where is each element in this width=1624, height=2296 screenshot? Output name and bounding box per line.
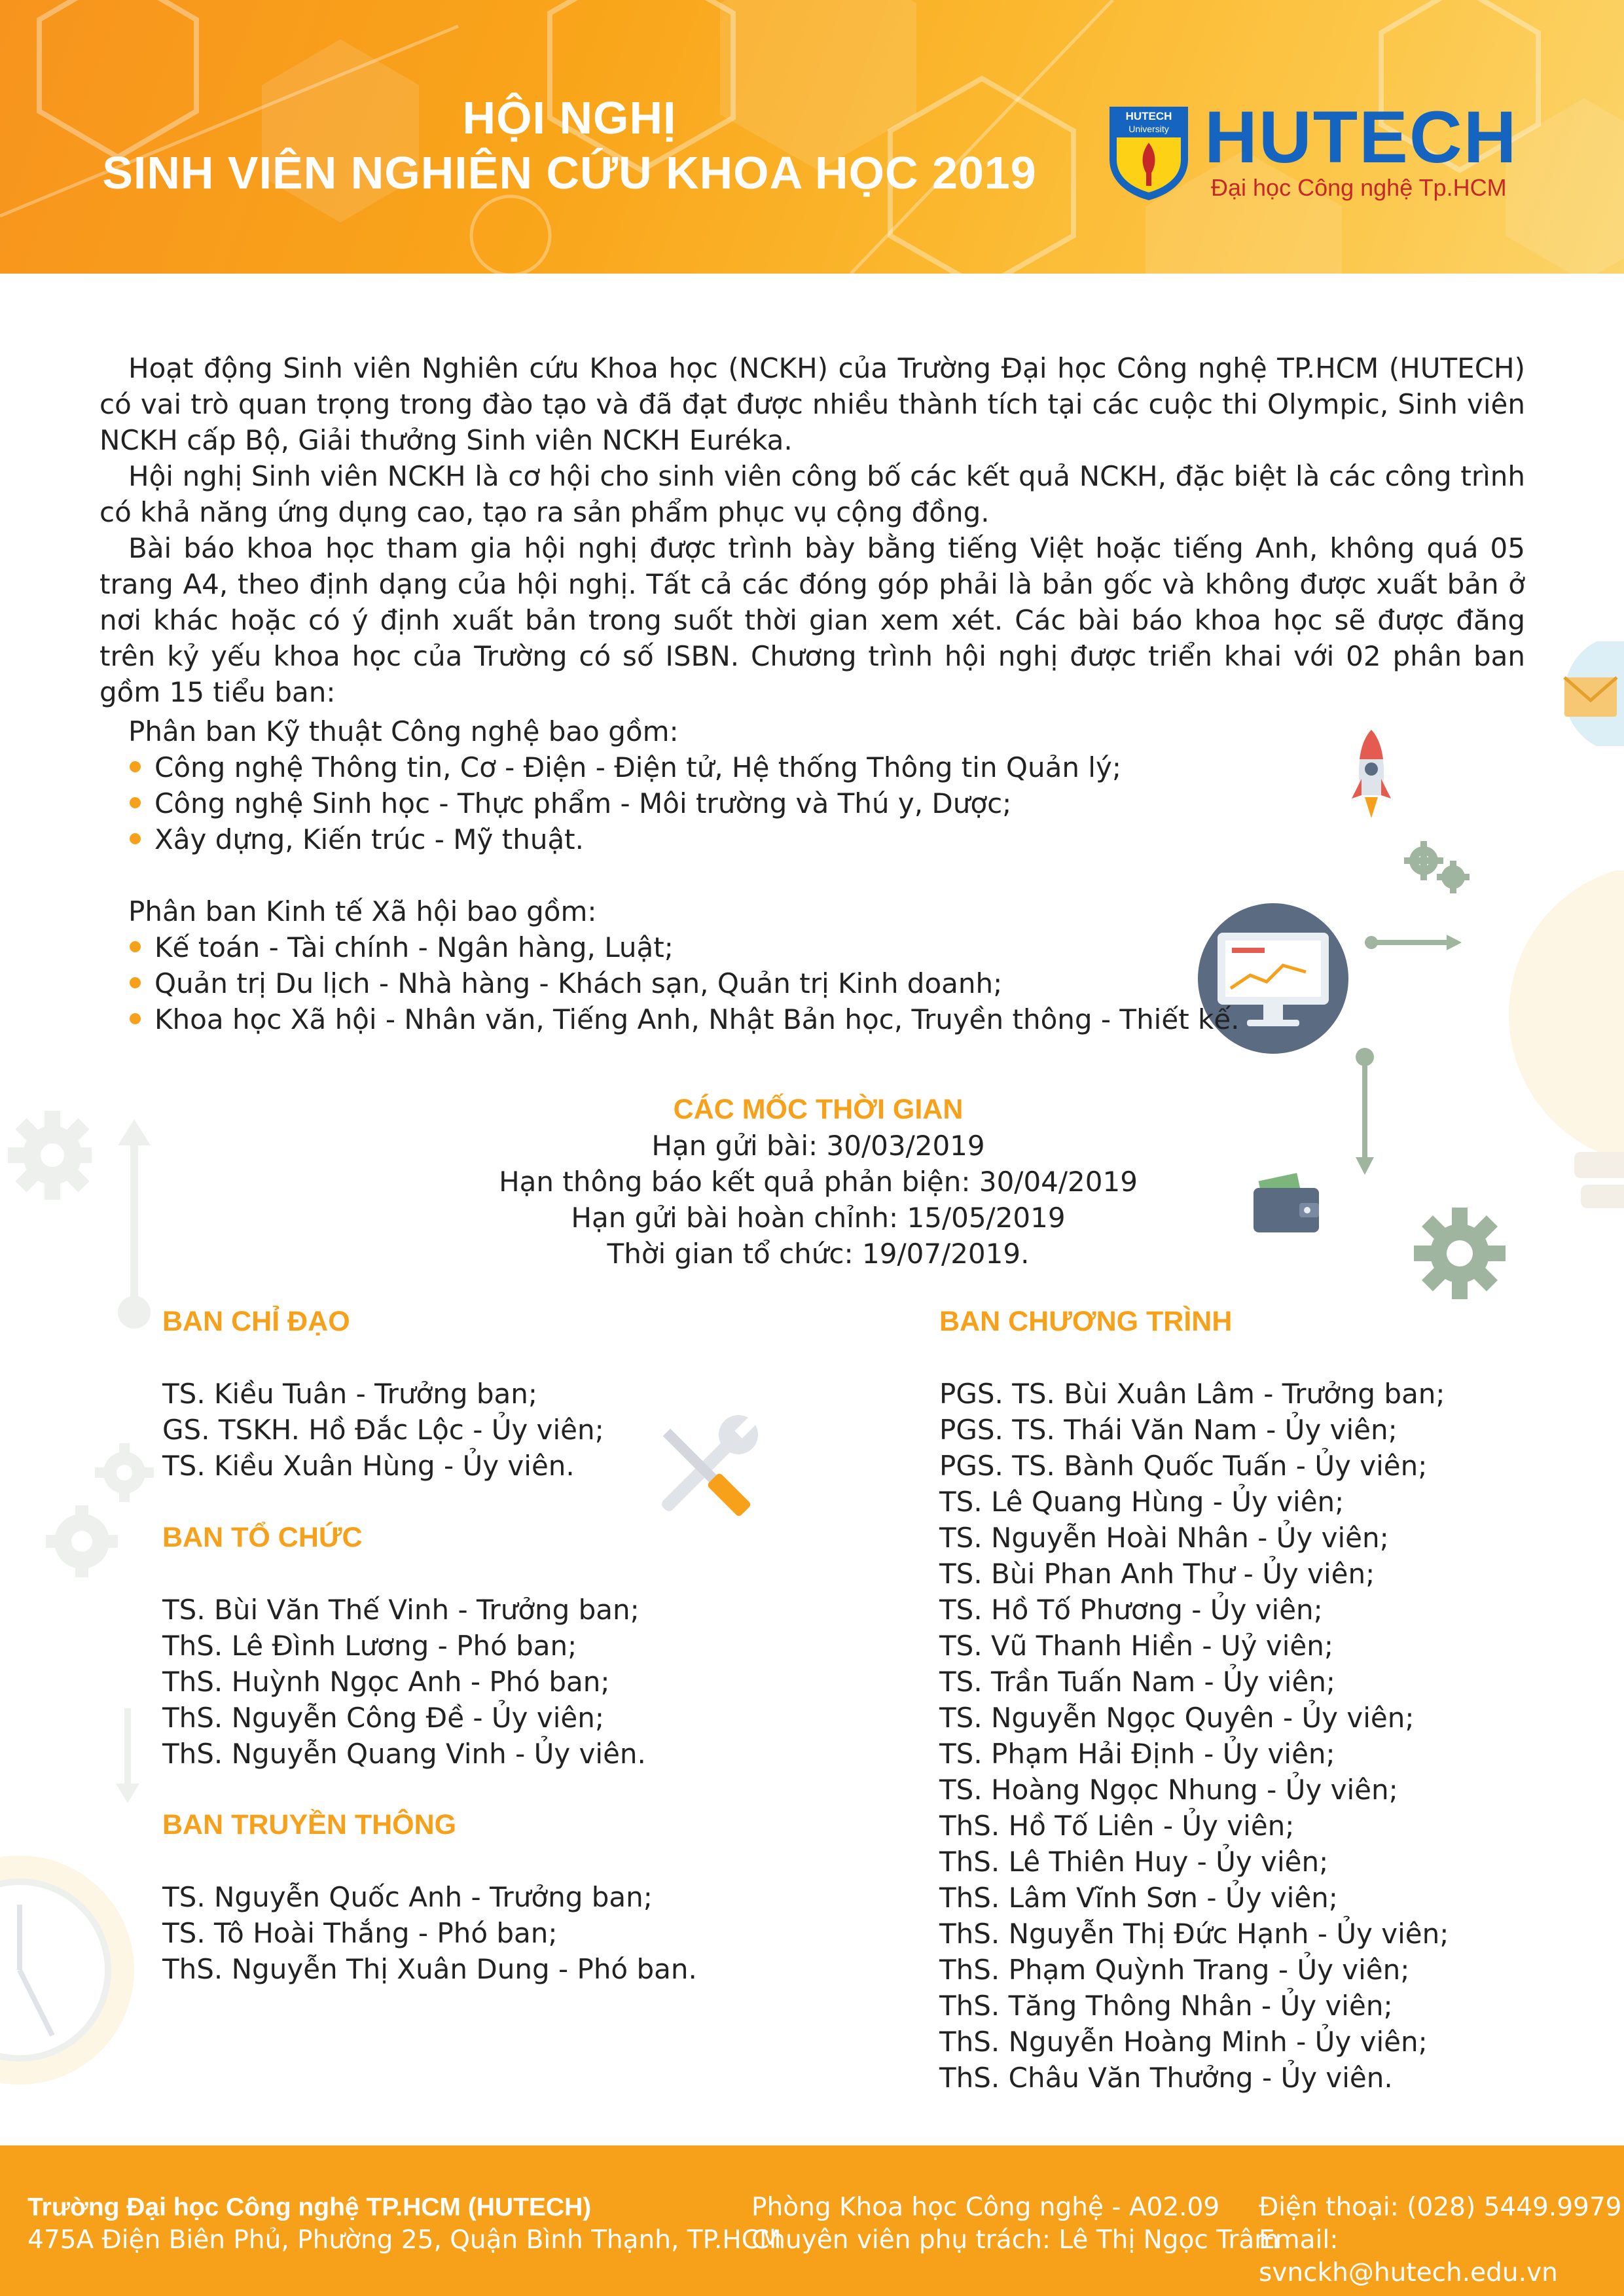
committee-member: TS. Nguyễn Ngọc Quyên - Ủy viên; (939, 1702, 1415, 1734)
milestone-line: Hạn thông báo kết quả phản biện: 30/04/2019 (499, 1166, 1138, 1198)
bullet-icon (130, 941, 141, 952)
milestone-line: Hạn gửi bài hoàn chỉnh: 15/05/2019 (571, 1202, 1066, 1234)
list-item-text: Khoa học Xã hội - Nhân văn, Tiếng Anh, Nhật Bản học, Truyền thông - Thiết kế. (154, 1003, 1240, 1035)
wallet-icon (1247, 1172, 1326, 1237)
committee-title: BAN CHỈ ĐẠO (162, 1306, 350, 1337)
lightbulb-icon (1489, 870, 1624, 1289)
footer (0, 2145, 1624, 2296)
committee-organizing (162, 1520, 646, 1772)
committee-member: ThS. Nguyễn Thị Đức Hạnh - Ủy viên; (939, 1918, 1449, 1950)
committee-media (162, 1807, 697, 1987)
brand-subtitle: Đại học Công nghệ Tp.HCM (1211, 174, 1507, 201)
committee-member: ThS. Lê Đình Lương - Phó ban; (162, 1630, 577, 1662)
title-line-2: SINH VIÊN NGHIÊN CỨU KHOA HỌC 2019 (102, 147, 1037, 198)
committee-member: ThS. Nguyễn Quang Vinh - Ủy viên. (162, 1738, 646, 1770)
bullet-icon (130, 977, 141, 988)
footer-contact (1259, 2191, 1624, 2289)
footer-office (751, 2191, 1279, 2257)
milestone-line: Thời gian tổ chức: 19/07/2019. (607, 1238, 1030, 1270)
footer-email[interactable]: Email: svnckh@hutech.edu.vn (1259, 2225, 1558, 2287)
committee-member: TS. Tô Hoài Thắng - Phó ban; (162, 1917, 558, 1949)
footer-contact-person: Chuyên viên phụ trách: Lê Thị Ngọc Trâm (751, 2225, 1280, 2255)
intro-paragraph: Hoạt động Sinh viên Nghiên cứu Khoa học (NCKH) của Trường Đại học Công nghệ TP.HCM (HUTECH) có vai trò quan trọng trong đào tạo và đã đạt được nhiều thành tích tại các cuộc thi Olympic, Sinh viên NCKH cấp Bộ, Giải thưởng Sinh viên NCKH Euréka. (99, 352, 1525, 456)
committee-member: PGS. TS. Thái Văn Nam - Ủy viên; (939, 1414, 1398, 1446)
section-econ-heading: Phân ban Kinh tế Xã hội bao gồm: (128, 895, 597, 927)
committee-member: ThS. Nguyễn Thị Xuân Dung - Phó ban. (162, 1953, 697, 1985)
footer-phone: Điện thoại: (028) 5449.9979 (1259, 2193, 1622, 2222)
committee-member: ThS. Châu Văn Thưởng - Ủy viên. (939, 2062, 1393, 2094)
list-item-text: Xây dựng, Kiến trúc - Mỹ thuật. (154, 823, 585, 855)
committee-member: ThS. Lê Thiên Huy - Ủy viên; (939, 1846, 1329, 1878)
envelope-icon (1545, 641, 1624, 746)
intro-text (99, 350, 1525, 710)
committee-member: TS. Bùi Phan Anh Thư - Ủy viên; (939, 1558, 1375, 1590)
committee-member: GS. TSKH. Hồ Đắc Lộc - Ủy viên; (162, 1414, 604, 1446)
committee-member: TS. Hồ Tố Phương - Ủy viên; (939, 1594, 1323, 1626)
gears-icon (1398, 834, 1476, 900)
committee-member: TS. Trần Tuấn Nam - Ủy viên; (939, 1666, 1336, 1698)
section-tech-heading: Phân ban Kỹ thuật Công nghệ bao gồm: (128, 715, 679, 747)
committee-member: ThS. Hồ Tố Liên - Ủy viên; (939, 1810, 1295, 1842)
committee-member: TS. Bùi Văn Thế Vinh - Trưởng ban; (162, 1594, 640, 1626)
committee-member: TS. Kiều Xuân Hùng - Ủy viên. (162, 1450, 575, 1482)
section-econ-list (128, 929, 1240, 1037)
list-item-text: Công nghệ Thông tin, Cơ - Điện - Điện tử, Hệ thống Thông tin Quản lý; (154, 751, 1121, 783)
committee-member: ThS. Phạm Quỳnh Trang - Ủy viên; (939, 1954, 1410, 1986)
footer-office-name: Phòng Khoa học Công nghệ - A02.09 (751, 2193, 1220, 2222)
intro-paragraph: Bài báo khoa học tham gia hội nghị được trình bày bằng tiếng Việt hoặc tiếng Anh, không quá 05 trang A4, theo định dạng của hội nghị. Tất cả các đóng góp phải là bản gốc và không được xuất bản ở nơi khác hoặc có ý định xuất bản trong suốt thời gian xem xét. Các bài báo khoa học sẽ được đăng trên kỷ yếu khoa học của Trường có số ISBN. Chương trình hội nghị được triển khai với 02 phân ban gồm 15 tiểu ban: (99, 532, 1525, 708)
gear-left-icon (0, 1106, 92, 1211)
committee-member: TS. Nguyễn Hoài Nhân - Ủy viên; (939, 1522, 1389, 1554)
committee-title: BAN CHƯƠNG TRÌNH (939, 1306, 1233, 1337)
hutech-logo (1106, 98, 1525, 209)
committee-steering (162, 1304, 604, 1484)
list-item-text: Kế toán - Tài chính - Ngân hàng, Luật; (154, 931, 674, 963)
section-econ (128, 893, 1240, 1037)
milestones-title: CÁC MỐC THỜI GIAN (673, 1094, 964, 1125)
list-item (128, 821, 1121, 857)
committee-member: TS. Phạm Hải Định - Ủy viên; (939, 1738, 1335, 1770)
committee-member: TS. Vũ Thanh Hiền - Uỷ viên; (939, 1630, 1333, 1662)
arrow-left-down-icon (108, 1702, 147, 1806)
intro-paragraph: Hội nghị Sinh viên NCKH là cơ hội cho sinh viên công bố các kết quả NCKH, đặc biệt là các công trình có khả năng ứng dụng cao, tạo ra sản phẩm phục vụ cộng đồng. (99, 460, 1525, 528)
bullet-icon (130, 1013, 141, 1024)
header-banner (0, 0, 1624, 274)
committee-member: ThS. Nguyễn Hoàng Minh - Ủy viên; (939, 2026, 1428, 2058)
shield-sublabel: University (1128, 124, 1169, 134)
list-item (128, 785, 1121, 821)
list-item-text: Quản trị Du lịch - Nhà hàng - Khách sạn, Quản trị Kinh doanh; (154, 967, 1003, 999)
committee-member: ThS. Nguyễn Công Đề - Ủy viên; (162, 1702, 604, 1734)
committee-title: BAN TỔ CHỨC (162, 1522, 363, 1553)
section-tech (128, 713, 1121, 857)
footer-address: 475A Điện Biên Phủ, Phường 25, Quận Bình Thạnh, TP.HCM (27, 2225, 782, 2255)
list-item (128, 929, 1240, 965)
committee-member: TS. Hoàng Ngọc Nhung - Ủy viên; (939, 1774, 1398, 1806)
committee-member: TS. Nguyễn Quốc Anh - Trưởng ban; (162, 1881, 653, 1913)
bullet-icon (130, 761, 141, 772)
wrench-screwdriver-icon (638, 1404, 769, 1535)
arrow-up-icon (111, 1116, 157, 1332)
conference-title (0, 90, 1139, 200)
committee-member: PGS. TS. Bùi Xuân Lâm - Trưởng ban; (939, 1378, 1445, 1410)
committee-member: ThS. Tăng Thông Nhân - Ủy viên; (939, 1990, 1393, 2022)
arrow-down-icon (1352, 1047, 1378, 1178)
committee-title: BAN TRUYỀN THÔNG (162, 1809, 457, 1840)
list-item (128, 749, 1121, 785)
footer-school (27, 2191, 782, 2257)
gear-icon (1411, 1204, 1509, 1302)
gears-left-icon (46, 1433, 164, 1597)
milestone-line: Hạn gửi bài: 30/03/2019 (651, 1130, 985, 1162)
brand-name: HUTECH (1204, 96, 1518, 178)
footer-school-name: Trường Đại học Công nghệ TP.HCM (HUTECH) (27, 2193, 592, 2221)
clock-icon (0, 1839, 137, 2088)
committee-member: ThS. Lâm Vĩnh Sơn - Ủy viên; (939, 1882, 1338, 1914)
milestones (393, 1092, 1244, 1272)
bullet-icon (130, 797, 141, 808)
committee-member: TS. Kiều Tuân - Trưởng ban; (162, 1378, 538, 1410)
committee-member: ThS. Huỳnh Ngọc Anh - Phó ban; (162, 1666, 610, 1698)
section-tech-list (128, 749, 1121, 857)
shield-label: HUTECH (1125, 110, 1172, 122)
committee-member: TS. Lê Quang Hùng - Ủy viên; (939, 1486, 1344, 1518)
list-item (128, 1001, 1240, 1037)
committee-member: PGS. TS. Bành Quốc Tuấn - Ủy viên; (939, 1450, 1428, 1482)
committee-program (939, 1304, 1449, 2096)
arrow-right-icon (1365, 929, 1463, 956)
list-item (128, 965, 1240, 1001)
bullet-icon (130, 833, 141, 844)
list-item-text: Công nghệ Sinh học - Thực phẩm - Môi trường và Thú y, Dược; (154, 787, 1012, 819)
title-line-1: HỘI NGHỊ (462, 92, 677, 143)
rocket-icon (1345, 726, 1398, 825)
